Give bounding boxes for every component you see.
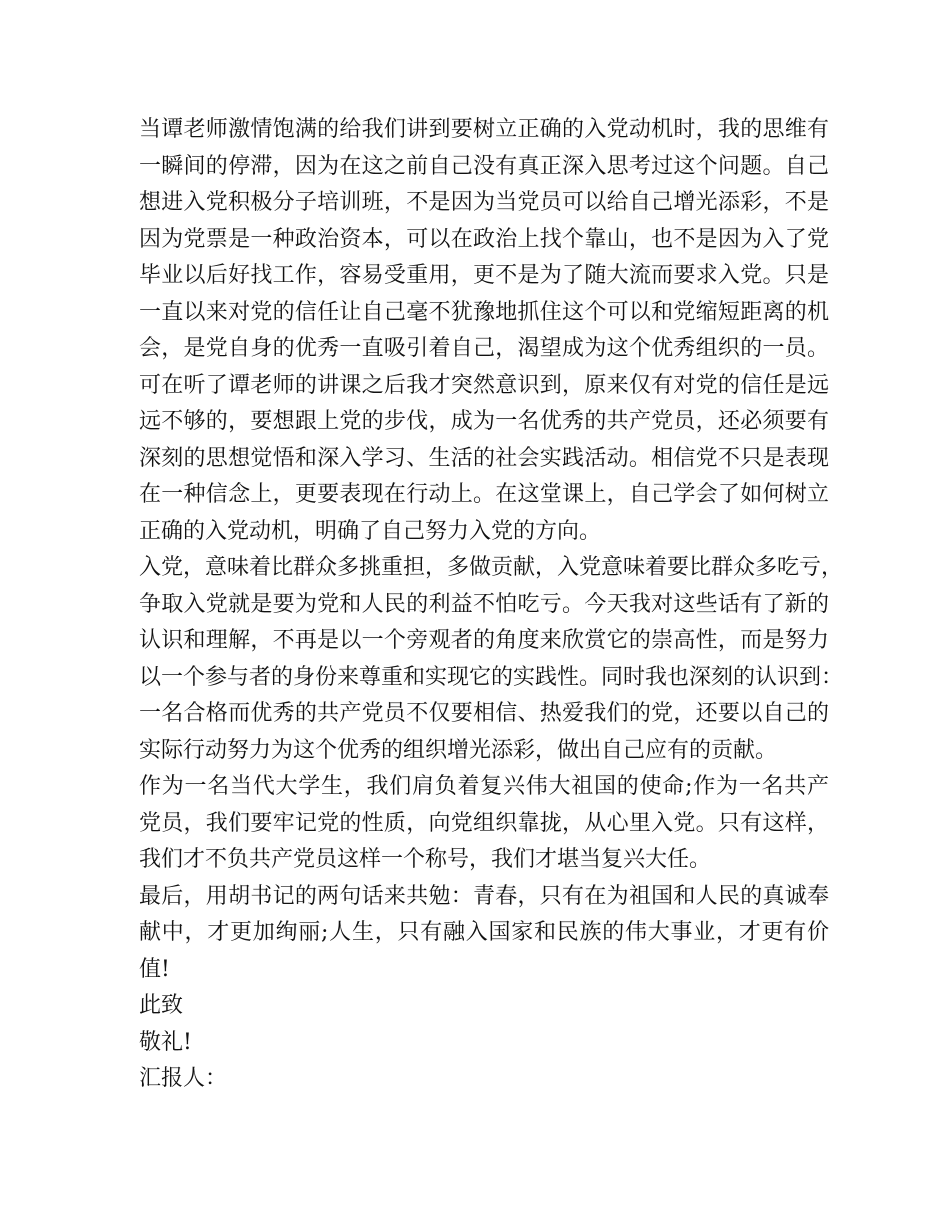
paragraph-3 (139, 769, 829, 879)
text-line: 在一种信念上，更要表现在行动上。在这堂课上，自己学会了如何树立 (139, 482, 829, 507)
text-line: 一直以来对党的信任让自己毫不犹豫地抓住这个可以和党缩短距离的机 (139, 299, 829, 325)
reporter-label: 汇报人： (139, 1066, 228, 1091)
text-line: 一名合格而优秀的共产党员不仅要相信、热爱我们的党，还要以自己的 (139, 701, 829, 726)
text-line: 认识和理解，不再是以一个旁观者的角度来欣赏它的崇高性，而是努力 (139, 628, 829, 653)
text-line: 因为党票是一种政治资本，可以在政治上找个靠山，也不是因为入了党 (139, 226, 829, 252)
text-line: 党员，我们要牢记党的性质，向党组织靠拢，从心里入党。只有这样， (139, 810, 829, 836)
text-line: 深刻的思想觉悟和深入学习、生活的社会实践活动。相信党不只是表现 (139, 445, 829, 471)
text-line: 值! (139, 956, 170, 982)
closing-salutation-2: 敬礼! (139, 1029, 192, 1055)
report-body (139, 112, 844, 1098)
text-line: 作为一名当代大学生，我们肩负着复兴伟大祖国的使命;作为一名共产 (139, 774, 829, 799)
text-line: 可在听了谭老师的讲课之后我才突然意识到，原来仅有对党的信任是远 (139, 372, 829, 398)
text-line: 会，是党自身的优秀一直吸引着自己，渴望成为这个优秀组织的一员。 (139, 336, 829, 361)
text-line: 入党，意味着比群众多挑重担，多做贡献，入党意味着要比群众多吃亏， (139, 555, 844, 580)
paragraph-1 (139, 112, 829, 550)
text-line: 想进入党积极分子培训班，不是因为当党员可以给自己增光添彩，不是 (139, 190, 829, 215)
text-line: 毕业以后好找工作，容易受重用，更不是为了随大流而要求入党。只是 (139, 263, 829, 288)
text-line: 正确的入党动机，明确了自己努力入党的方向。 (139, 518, 602, 544)
text-line: 最后，用胡书记的两句话来共勉：青春，只有在为祖国和人民的真诚奉 (139, 883, 829, 909)
text-line: 献中，才更加绚丽;人生，只有融入国家和民族的伟大事业，才更有价 (139, 920, 829, 945)
closing-salutation-1: 此致 (139, 993, 184, 1018)
text-line: 实际行动努力为这个优秀的组织增光添彩，做出自己应有的贡献。 (139, 737, 778, 763)
text-line: 远不够的，要想跟上党的步伐，成为一名优秀的共产党员，还必须要有 (139, 409, 829, 434)
text-line: 以一个参与者的身份来尊重和实现它的实践性。同时我也深刻的认识到： (139, 664, 844, 690)
text-line: 当谭老师激情饱满的给我们讲到要树立正确的入党动机时，我的思维有 (139, 117, 829, 142)
paragraph-2 (139, 550, 844, 769)
paragraph-4 (139, 879, 829, 989)
text-line: 一瞬间的停滞，因为在这之前自己没有真正深入思考过这个问题。自己 (139, 153, 829, 179)
text-line: 争取入党就是要为党和人民的利益不怕吃亏。今天我对这些话有了新的 (139, 591, 829, 617)
text-line: 我们才不负共产党员这样一个称号，我们才堪当复兴大任。 (139, 847, 712, 872)
